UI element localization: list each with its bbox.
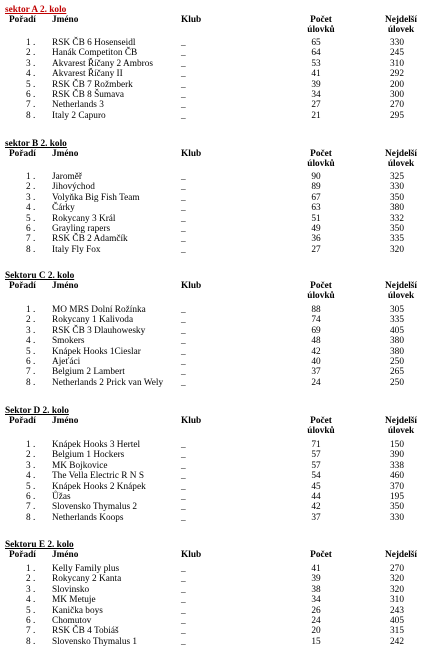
table-row <box>0 502 441 512</box>
club-cell: _ <box>181 244 186 255</box>
table-row <box>0 203 441 213</box>
catch-count-cell: 40 <box>311 357 321 367</box>
team-name-cell: RSK ČB 2 Adamčík <box>52 234 128 245</box>
club-cell: _ <box>181 38 186 48</box>
longest-catch-cell: 405 <box>390 616 404 626</box>
catch-count-cell: 37 <box>311 367 321 378</box>
sector-section <box>0 139 441 269</box>
longest-catch-cell: 270 <box>390 564 404 574</box>
table-row <box>0 214 441 224</box>
catch-count-cell: 51 <box>311 213 321 224</box>
table-row <box>0 336 441 346</box>
header-club: Klub <box>181 149 202 159</box>
catch-count-cell: 42 <box>311 346 321 357</box>
table-row <box>0 450 441 460</box>
catch-count-cell: 49 <box>311 224 321 234</box>
table-row <box>0 440 441 450</box>
table-row <box>0 305 441 315</box>
team-name-cell: RSK ČB 8 Šumava <box>52 90 125 100</box>
rank-cell: 1 . <box>26 440 36 450</box>
team-name-cell: Knápek Hooks 3 Hertel <box>52 440 141 450</box>
rank-cell: 5 . <box>26 605 36 616</box>
longest-catch-cell: 250 <box>390 357 404 367</box>
header-count-line1: Počet <box>310 550 332 560</box>
rank-cell: 6 . <box>26 357 36 367</box>
team-name-cell: Volyňka Big Fish Team <box>52 192 140 203</box>
catch-count-cell: 26 <box>311 605 321 616</box>
header-count-line1: Počet <box>310 416 332 426</box>
rank-cell: 5 . <box>26 79 36 90</box>
header-longest <box>379 15 423 35</box>
rank-cell: 8 . <box>26 377 36 388</box>
rank-cell: 7 . <box>26 367 36 378</box>
longest-catch-cell: 245 <box>390 48 404 59</box>
table-row <box>0 193 441 203</box>
table-row <box>0 492 441 502</box>
team-name-cell: MK Bojkovice <box>52 460 108 471</box>
club-cell: _ <box>181 325 186 336</box>
header-count <box>298 550 344 560</box>
team-name-cell: Netherlands 3 <box>52 100 104 111</box>
catch-count-cell: 89 <box>311 182 321 193</box>
catch-count-cell: 57 <box>311 460 321 471</box>
club-cell: _ <box>181 460 186 471</box>
club-cell: _ <box>181 213 186 224</box>
table-row <box>0 461 441 471</box>
table-row <box>0 224 441 234</box>
table-row <box>0 574 441 584</box>
table-row <box>0 234 441 244</box>
header-count-line2: úlovků <box>307 291 335 301</box>
club-cell: _ <box>181 481 186 492</box>
table-row <box>0 482 441 492</box>
team-name-cell: Rokycany 3 Král <box>52 213 116 224</box>
longest-catch-cell: 325 <box>390 172 404 182</box>
longest-catch-cell: 265 <box>390 367 404 378</box>
header-count <box>298 416 344 436</box>
header-longest-line2: úlovek <box>387 426 415 436</box>
header-name: Jméno <box>52 550 79 560</box>
team-name-cell: Hanák Competiton ČB <box>52 48 138 59</box>
club-cell: _ <box>181 574 186 585</box>
catch-count-cell: 64 <box>311 48 321 59</box>
header-count-line2: úlovků <box>307 426 335 436</box>
table-row <box>0 347 441 357</box>
header-name: Jméno <box>52 416 79 426</box>
catch-count-cell: 63 <box>311 203 321 214</box>
header-count-line2: úlovků <box>307 159 335 169</box>
longest-catch-cell: 330 <box>390 512 404 523</box>
header-count-line1: Počet <box>310 15 332 25</box>
table-row <box>0 80 441 90</box>
team-name-cell: RSK ČB 4 Tobiáš <box>52 626 119 637</box>
club-cell: _ <box>181 48 186 59</box>
club-cell: _ <box>181 182 186 193</box>
catch-count-cell: 74 <box>311 315 321 326</box>
catch-count-cell: 20 <box>311 626 321 637</box>
header-longest-line2: úlovek <box>387 291 415 301</box>
club-cell: _ <box>181 626 186 637</box>
club-cell: _ <box>181 172 186 182</box>
header-name: Jméno <box>52 281 79 291</box>
longest-catch-cell: 350 <box>390 192 404 203</box>
rank-cell: 8 . <box>26 636 36 647</box>
longest-catch-cell: 332 <box>390 213 404 224</box>
club-cell: _ <box>181 234 186 245</box>
rank-cell: 6 . <box>26 492 36 502</box>
rank-cell: 1 . <box>26 38 36 48</box>
header-rank: Pořadí <box>9 416 36 426</box>
catch-count-cell: 65 <box>311 38 321 48</box>
club-cell: _ <box>181 377 186 388</box>
catch-count-cell: 34 <box>311 90 321 100</box>
team-name-cell: Kanička boys <box>52 605 103 616</box>
header-rank: Pořadí <box>9 281 36 291</box>
longest-catch-cell: 195 <box>390 492 404 502</box>
catch-count-cell: 27 <box>311 100 321 111</box>
team-name-cell: Smokers <box>52 336 85 347</box>
team-name-cell: Belgium 2 Lambert <box>52 367 125 378</box>
team-name-cell: The Vella Electric R N S <box>52 471 144 482</box>
header-longest-line1: Nejdelší <box>384 149 418 159</box>
club-cell: _ <box>181 367 186 378</box>
longest-catch-cell: 460 <box>390 471 404 482</box>
rank-cell: 7 . <box>26 626 36 637</box>
header-rank: Pořadí <box>9 15 36 25</box>
club-cell: _ <box>181 440 186 450</box>
longest-catch-cell: 320 <box>390 244 404 255</box>
rank-cell: 3 . <box>26 584 36 595</box>
club-cell: _ <box>181 79 186 90</box>
header-longest <box>379 416 423 436</box>
team-name-cell: Akvarest Říčany II <box>52 69 123 80</box>
header-longest <box>379 550 423 560</box>
table-row <box>0 616 441 626</box>
sector-section <box>0 5 441 135</box>
catch-count-cell: 71 <box>311 440 321 450</box>
rank-cell: 8 . <box>26 110 36 121</box>
longest-catch-cell: 338 <box>390 460 404 471</box>
catch-count-cell: 88 <box>311 305 321 315</box>
longest-catch-cell: 320 <box>390 574 404 585</box>
header-count-line1: Počet <box>310 149 332 159</box>
team-name-cell: Rokycany 2 Kanta <box>52 574 122 585</box>
table-row <box>0 513 441 523</box>
rank-cell: 4 . <box>26 595 36 606</box>
rank-cell: 2 . <box>26 574 36 585</box>
sector-section <box>0 406 441 536</box>
header-longest <box>379 281 423 301</box>
longest-catch-cell: 380 <box>390 346 404 357</box>
rank-cell: 1 . <box>26 564 36 574</box>
club-cell: _ <box>181 305 186 315</box>
sector-section <box>0 271 441 401</box>
club-cell: _ <box>181 450 186 461</box>
club-cell: _ <box>181 616 186 626</box>
team-name-cell: Slovensko Thymalus 1 <box>52 636 138 647</box>
table-row <box>0 637 441 647</box>
table-row <box>0 626 441 636</box>
team-name-cell: Slovensko Thymalus 2 <box>52 502 138 513</box>
rank-cell: 6 . <box>26 90 36 100</box>
longest-catch-cell: 292 <box>390 69 404 80</box>
longest-catch-cell: 150 <box>390 440 404 450</box>
header-club: Klub <box>181 281 202 291</box>
team-name-cell: Ůžas <box>52 492 71 502</box>
team-name-cell: Kelly Family plus <box>52 564 120 574</box>
team-name-cell: Jihovýchod <box>52 182 95 193</box>
team-name-cell: Akvarest Říčany 2 Ambros <box>52 58 153 69</box>
club-cell: _ <box>181 564 186 574</box>
catch-count-cell: 57 <box>311 450 321 461</box>
table-row <box>0 172 441 182</box>
longest-catch-cell: 310 <box>390 58 404 69</box>
table-row <box>0 471 441 481</box>
club-cell: _ <box>181 110 186 121</box>
catch-count-cell: 67 <box>311 192 321 203</box>
rank-cell: 3 . <box>26 192 36 203</box>
rank-cell: 1 . <box>26 305 36 315</box>
catch-count-cell: 45 <box>311 481 321 492</box>
table-row <box>0 367 441 377</box>
catch-count-cell: 53 <box>311 58 321 69</box>
club-cell: _ <box>181 58 186 69</box>
club-cell: _ <box>181 502 186 513</box>
club-cell: _ <box>181 471 186 482</box>
table-row <box>0 48 441 58</box>
team-name-cell: Ajeťáci <box>52 357 81 367</box>
catch-count-cell: 15 <box>311 636 321 647</box>
rank-cell: 2 . <box>26 48 36 59</box>
team-name-cell: Netherlands 2 Prick van Wely <box>52 377 164 388</box>
longest-catch-cell: 300 <box>390 90 404 100</box>
longest-catch-cell: 335 <box>390 315 404 326</box>
catch-count-cell: 24 <box>311 616 321 626</box>
sector-title: Sektoru E 2. kolo <box>5 540 74 550</box>
rank-cell: 4 . <box>26 69 36 80</box>
rank-cell: 7 . <box>26 100 36 111</box>
header-longest <box>379 149 423 169</box>
header-club: Klub <box>181 416 202 426</box>
club-cell: _ <box>181 315 186 326</box>
club-cell: _ <box>181 605 186 616</box>
team-name-cell: Rokycany 1 Kalivoda <box>52 315 134 326</box>
table-row <box>0 69 441 79</box>
catch-count-cell: 42 <box>311 502 321 513</box>
rank-cell: 7 . <box>26 502 36 513</box>
header-rank: Pořadí <box>9 550 36 560</box>
longest-catch-cell: 243 <box>390 605 404 616</box>
team-name-cell: Grayling rapers <box>52 224 111 234</box>
rank-cell: 7 . <box>26 234 36 245</box>
header-name: Jméno <box>52 149 79 159</box>
team-name-cell: RSK ČB 3 Dlauhowesky <box>52 325 146 336</box>
team-name-cell: Knápek Hooks 1Cieslar <box>52 346 141 357</box>
header-longest-line1: Nejdelší <box>384 416 418 426</box>
longest-catch-cell: 370 <box>390 481 404 492</box>
club-cell: _ <box>181 492 186 502</box>
catch-count-cell: 24 <box>311 377 321 388</box>
longest-catch-cell: 335 <box>390 234 404 245</box>
rank-cell: 2 . <box>26 182 36 193</box>
team-name-cell: Jaroměř <box>52 172 82 182</box>
longest-catch-cell: 380 <box>390 203 404 214</box>
team-name-cell: MK Metuje <box>52 595 96 606</box>
club-cell: _ <box>181 336 186 347</box>
header-count-line2: úlovků <box>307 25 335 35</box>
sector-title: Sektor D 2. kolo <box>5 406 69 416</box>
catch-count-cell: 27 <box>311 244 321 255</box>
header-longest-line2: úlovek <box>387 159 415 169</box>
rank-cell: 8 . <box>26 512 36 523</box>
rank-cell: 5 . <box>26 481 36 492</box>
catch-count-cell: 44 <box>311 492 321 502</box>
header-longest-line1: Nejdelší <box>384 281 418 291</box>
sector-title: Sektoru C 2. kolo <box>5 271 75 281</box>
catch-count-cell: 41 <box>311 69 321 80</box>
catch-count-cell: 69 <box>311 325 321 336</box>
club-cell: _ <box>181 584 186 595</box>
rank-cell: 8 . <box>26 244 36 255</box>
header-count <box>298 281 344 301</box>
header-count-line1: Počet <box>310 281 332 291</box>
longest-catch-cell: 270 <box>390 100 404 111</box>
longest-catch-cell: 350 <box>390 502 404 513</box>
longest-catch-cell: 320 <box>390 584 404 595</box>
header-club: Klub <box>181 15 202 25</box>
team-name-cell: Italy 2 Capuro <box>52 110 106 121</box>
club-cell: _ <box>181 192 186 203</box>
table-row <box>0 245 441 255</box>
catch-count-cell: 48 <box>311 336 321 347</box>
club-cell: _ <box>181 595 186 606</box>
sector-title: sektor B 2. kolo <box>5 139 67 149</box>
catch-count-cell: 41 <box>311 564 321 574</box>
team-name-cell: Netherlands Koops <box>52 512 124 523</box>
rank-cell: 3 . <box>26 460 36 471</box>
sector-title: sektor A 2. kolo <box>5 5 67 15</box>
rank-cell: 4 . <box>26 203 36 214</box>
sector-section <box>0 540 441 670</box>
catch-count-cell: 21 <box>311 110 321 121</box>
table-row <box>0 595 441 605</box>
rank-cell: 2 . <box>26 315 36 326</box>
catch-count-cell: 54 <box>311 471 321 482</box>
team-name-cell: Chomutov <box>52 616 92 626</box>
rank-cell: 6 . <box>26 616 36 626</box>
catch-count-cell: 39 <box>311 79 321 90</box>
rank-cell: 4 . <box>26 471 36 482</box>
header-club: Klub <box>181 550 202 560</box>
table-row <box>0 90 441 100</box>
team-name-cell: Čárky <box>52 203 75 214</box>
club-cell: _ <box>181 636 186 647</box>
rank-cell: 5 . <box>26 213 36 224</box>
longest-catch-cell: 200 <box>390 79 404 90</box>
longest-catch-cell: 250 <box>390 377 404 388</box>
table-row <box>0 182 441 192</box>
club-cell: _ <box>181 203 186 214</box>
table-row <box>0 378 441 388</box>
club-cell: _ <box>181 224 186 234</box>
club-cell: _ <box>181 90 186 100</box>
header-count <box>298 149 344 169</box>
team-name-cell: Italy Fly Fox <box>52 244 101 255</box>
header-rank: Pořadí <box>9 149 36 159</box>
rank-cell: 3 . <box>26 325 36 336</box>
table-row <box>0 100 441 110</box>
team-name-cell: RSK ČB 6 Hosenseidl <box>52 38 136 48</box>
table-row <box>0 357 441 367</box>
rank-cell: 4 . <box>26 336 36 347</box>
longest-catch-cell: 390 <box>390 450 404 461</box>
longest-catch-cell: 315 <box>390 626 404 637</box>
catch-count-cell: 34 <box>311 595 321 606</box>
club-cell: _ <box>181 357 186 367</box>
longest-catch-cell: 305 <box>390 305 404 315</box>
team-name-cell: MO MRS Dolní Rožínka <box>52 305 146 315</box>
header-name: Jméno <box>52 15 79 25</box>
longest-catch-cell: 310 <box>390 595 404 606</box>
longest-catch-cell: 380 <box>390 336 404 347</box>
rank-cell: 6 . <box>26 224 36 234</box>
club-cell: _ <box>181 69 186 80</box>
table-row <box>0 38 441 48</box>
team-name-cell: Belgium 1 Hockers <box>52 450 125 461</box>
club-cell: _ <box>181 346 186 357</box>
catch-count-cell: 90 <box>311 172 321 182</box>
team-name-cell: Knápek Hooks 2 Knápek <box>52 481 146 492</box>
table-row <box>0 585 441 595</box>
header-longest-line1: Nejdelší <box>384 550 418 560</box>
table-row <box>0 59 441 69</box>
longest-catch-cell: 330 <box>390 38 404 48</box>
club-cell: _ <box>181 512 186 523</box>
longest-catch-cell: 330 <box>390 182 404 193</box>
catch-count-cell: 38 <box>311 584 321 595</box>
rank-cell: 3 . <box>26 58 36 69</box>
table-row <box>0 111 441 121</box>
catch-count-cell: 39 <box>311 574 321 585</box>
longest-catch-cell: 405 <box>390 325 404 336</box>
team-name-cell: Slovinsko <box>52 584 90 595</box>
rank-cell: 5 . <box>26 346 36 357</box>
longest-catch-cell: 350 <box>390 224 404 234</box>
catch-count-cell: 36 <box>311 234 321 245</box>
header-longest-line2: úlovek <box>387 25 415 35</box>
table-row <box>0 606 441 616</box>
rank-cell: 2 . <box>26 450 36 461</box>
header-count <box>298 15 344 35</box>
rank-cell: 1 . <box>26 172 36 182</box>
header-longest-line1: Nejdelší <box>384 15 418 25</box>
catch-count-cell: 37 <box>311 512 321 523</box>
longest-catch-cell: 242 <box>390 636 404 647</box>
table-row <box>0 564 441 574</box>
team-name-cell: RSK ČB 7 Rožmberk <box>52 79 133 90</box>
table-row <box>0 326 441 336</box>
table-row <box>0 315 441 325</box>
club-cell: _ <box>181 100 186 111</box>
longest-catch-cell: 295 <box>390 110 404 121</box>
